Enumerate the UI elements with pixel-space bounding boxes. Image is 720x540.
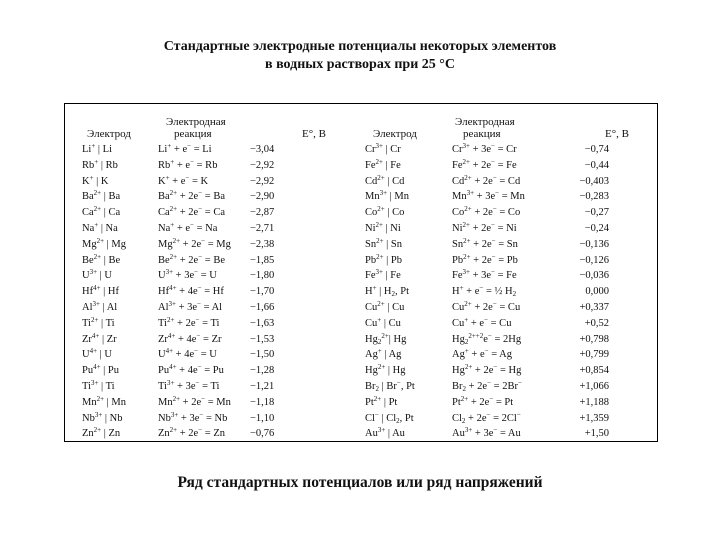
reaction-left-cell: Li+ + e− = Li bbox=[158, 142, 212, 155]
reaction-left-cell: $Ba^{2+} + 2e^- = Ba$ bbox=[158, 189, 226, 203]
potential-right-cell: −0,036 bbox=[579, 270, 609, 282]
table-row bbox=[65, 347, 657, 363]
header-potential-right-label: E°, B bbox=[605, 128, 629, 140]
reaction-right-cell: $Ni^{2+} + 2e^- = Ni$ bbox=[452, 220, 517, 234]
electrode-left-cell: $Al^{3+}$ | Al bbox=[82, 299, 118, 313]
page-title bbox=[0, 38, 720, 74]
electrode-left-cell: Na+ | Na bbox=[82, 220, 118, 234]
reaction-right-cell: $Hg^{2+} + 2e^- = Hg$ bbox=[452, 363, 522, 377]
potential-left-cell: −1,85 bbox=[250, 254, 275, 266]
potential-right-cell: +1,188 bbox=[579, 396, 609, 408]
electrode-right-cell: $Mn^{3+}$ | Mn bbox=[365, 189, 409, 203]
electrode-left-cell: $Ba^{2+}$ | Ba bbox=[82, 189, 121, 203]
electrode-left-cell: Rb+ | Rb bbox=[82, 157, 118, 171]
potential-left-cell: −2,71 bbox=[250, 222, 275, 234]
electrode-left-cell: $Mn^{2+}$ | Mn bbox=[82, 394, 126, 408]
potential-left-cell: −1,21 bbox=[250, 380, 275, 392]
reaction-right-cell: $Cd^{2+} + 2e^- = Cd$ bbox=[452, 173, 521, 187]
potential-left-cell: −2,92 bbox=[250, 159, 275, 171]
reaction-right-cell: $Fe^{2+} + 2e^- = Fe$ bbox=[452, 157, 517, 171]
header-electrode-right-label: Электрод bbox=[373, 128, 417, 140]
electrode-left-cell: Li+ | Li bbox=[82, 142, 112, 155]
electrode-right-cell: Cl− | $Cl_2$, Pt bbox=[365, 410, 414, 425]
reaction-left-cell: $U^{3+} + 3e^- = U$ bbox=[158, 268, 217, 282]
electrode-left-cell: $Be^{2+}$ | Be bbox=[82, 252, 121, 266]
electrode-right-cell: Cu+ | Cu bbox=[365, 315, 401, 329]
table-row bbox=[65, 221, 657, 237]
potential-left-cell: −3,04 bbox=[250, 144, 275, 155]
potentials-table bbox=[64, 103, 658, 442]
reaction-left-cell: $Zn^{2+} + 2e^- = Zn$ bbox=[158, 426, 226, 440]
reaction-right-cell: $Pb^{2+} + 2e^- = Pb$ bbox=[452, 252, 518, 266]
table-row bbox=[65, 205, 657, 221]
electrode-right-cell: $Ni^{2+}$ | Ni bbox=[365, 220, 401, 234]
electrode-right-cell: $Hg_2^{2+}|$ Hg bbox=[365, 331, 407, 346]
reaction-right-cell: $Cu^{2+} + 2e^- = Cu$ bbox=[452, 299, 521, 313]
potential-right-cell: +1,50 bbox=[584, 428, 609, 440]
electrode-right-cell: $Hg^{2+}$ | Hg bbox=[365, 363, 406, 377]
footer-caption: Ряд стандартных потенциалов или ряд напряжений bbox=[177, 474, 543, 491]
electrode-left-cell: K+ | K bbox=[82, 173, 109, 187]
potential-left-cell: −1,63 bbox=[250, 317, 275, 329]
potential-right-cell: 0,000 bbox=[585, 286, 609, 298]
electrode-left-cell: $Zn^{2+}$ | Zn bbox=[82, 426, 121, 440]
header-electrode-right bbox=[351, 104, 449, 142]
potential-left-cell: −2,38 bbox=[250, 238, 275, 250]
electrode-left-cell: $Ti^{3+}$ | Ti bbox=[82, 378, 115, 392]
table-row bbox=[65, 174, 657, 190]
reaction-left-cell: K+ + e− = K bbox=[158, 173, 209, 187]
potential-left-cell: −2,92 bbox=[250, 175, 275, 187]
reaction-right-cell: $Mn^{3+} + 3e^- = Mn$ bbox=[452, 189, 525, 203]
potential-left-cell: −2,87 bbox=[250, 207, 275, 219]
reaction-left-cell: $Be^{2+} + 2e^- = Be$ bbox=[158, 252, 226, 266]
electrode-left-cell: $Nb^{3+}$ | Nb bbox=[82, 410, 123, 424]
potential-right-cell: +0,799 bbox=[579, 349, 609, 361]
electrode-left-cell: $Ca^{2+}$ | Ca bbox=[82, 205, 121, 219]
header-reaction-right-line2: реакция bbox=[463, 128, 501, 140]
table-row bbox=[65, 268, 657, 284]
potential-left-cell: −1,50 bbox=[250, 349, 275, 361]
reaction-left-cell: $Mn^{2+} + 2e^- = Mn$ bbox=[158, 394, 231, 408]
electrode-right-cell: $Sn^{2+}$ | Sn bbox=[365, 236, 402, 250]
potential-left-cell: −1,53 bbox=[250, 333, 275, 345]
electrode-right-cell: Ag+ | Ag bbox=[365, 347, 402, 361]
table-row bbox=[65, 363, 657, 379]
table-row bbox=[65, 142, 657, 158]
electrode-left-cell: $Mg^{2+}$ | Mg bbox=[82, 236, 126, 250]
table-row bbox=[65, 426, 657, 442]
header-electrode-left-label: Электрод bbox=[87, 128, 131, 140]
reaction-left-cell: $Zr^{4+} + 4e^- = Zr$ bbox=[158, 331, 222, 345]
electrode-right-cell: $Au^{3+}$ | Au bbox=[365, 426, 405, 440]
electrode-left-cell: $Hf^{4+}$ | Hf bbox=[82, 284, 119, 298]
reaction-left-cell: $Ti^{2+} + 2e^- = Ti$ bbox=[158, 315, 220, 329]
reaction-right-cell: Cu+ + e− = Cu bbox=[452, 315, 512, 329]
electrode-right-cell: $Co^{2+}$ | Co bbox=[365, 205, 405, 219]
header-potential-left-label: E°, B bbox=[302, 128, 326, 140]
electrode-left-cell: $U^{4+}$ | U bbox=[82, 347, 112, 361]
table-row bbox=[65, 300, 657, 316]
potential-right-cell: −0,283 bbox=[579, 191, 609, 203]
electrode-left-cell: $Ti^{2+}$ | Ti bbox=[82, 315, 115, 329]
electrode-right-cell: $Pt^{2+}$ | Pt bbox=[365, 394, 398, 408]
reaction-right-cell: $Cl_2 + 2e^- = 2Cl^-$ bbox=[452, 410, 521, 425]
reaction-left-cell: $Pu^{4+} + 4e^- = Pu$ bbox=[158, 363, 224, 377]
electrode-right-cell: $Cd^{2+}$ | Cd bbox=[365, 173, 405, 187]
potential-right-cell: −0,136 bbox=[579, 238, 609, 250]
potentials-table-grid bbox=[65, 104, 657, 442]
reaction-left-cell: $U^{4+} + 4e^- = U$ bbox=[158, 347, 217, 361]
potential-left-cell: −1,70 bbox=[250, 286, 275, 298]
reaction-left-cell: $Al^{3+} + 3e^- = Al$ bbox=[158, 299, 223, 313]
reaction-right-cell: $Br_2 + 2e^- = 2Br^-$ bbox=[452, 378, 522, 393]
table-row bbox=[65, 189, 657, 205]
reaction-right-cell: H+ + e− = ½ $H_2$ bbox=[452, 284, 517, 299]
potential-right-cell: +0,798 bbox=[579, 333, 609, 345]
table-row bbox=[65, 395, 657, 411]
header-potential-left bbox=[247, 104, 351, 142]
reaction-left-cell: Rb+ + e− = Rb bbox=[158, 157, 218, 171]
potential-right-cell: +0,52 bbox=[584, 317, 609, 329]
header-reaction-left-line2: реакция bbox=[174, 128, 212, 140]
electrode-right-cell: $Cr^{3+}$ | Cr bbox=[365, 142, 401, 155]
reaction-left-cell: Na+ + e− = Na bbox=[158, 220, 218, 234]
electrode-left-cell: $Zr^{4+}$ | Zr bbox=[82, 331, 117, 345]
reaction-right-cell: $Cr^{3+} + 3e^- = Cr$ bbox=[452, 142, 517, 155]
electrode-right-cell: $Cu^{2+}$ | Cu bbox=[365, 299, 405, 313]
electrode-right-cell: $Br_2$ | Br−, Pt bbox=[365, 378, 415, 393]
table-row bbox=[65, 253, 657, 269]
electrode-right-cell: H+ | $H_2$, Pt bbox=[365, 284, 409, 299]
header-reaction-right-line1: Электродная bbox=[455, 116, 515, 128]
electrode-right-cell: $Pb^{2+}$ | Pb bbox=[365, 252, 402, 266]
electrode-left-cell: $Pu^{4+}$ | Pu bbox=[82, 363, 119, 377]
reaction-right-cell: $Fe^{3+} + 3e^- = Fe$ bbox=[452, 268, 517, 282]
reaction-right-cell: $Pt^{2+} + 2e^- = Pt$ bbox=[452, 394, 514, 408]
potential-right-cell: −0,74 bbox=[584, 144, 609, 155]
table-row bbox=[65, 316, 657, 332]
potential-right-cell: +0,854 bbox=[579, 365, 609, 377]
electrode-left-cell: $U^{3+}$ | U bbox=[82, 268, 112, 282]
electrode-right-cell: $Fe^{2+}$ | Fe bbox=[365, 157, 401, 171]
table-row bbox=[65, 158, 657, 174]
title-line-2: в водных растворах при 25 °С bbox=[265, 57, 455, 72]
potential-right-cell: −0,24 bbox=[584, 222, 609, 234]
reaction-right-cell: $Sn^{2+} + 2e^- = Sn$ bbox=[452, 236, 518, 250]
potential-left-cell: −0,76 bbox=[250, 428, 275, 440]
reaction-right-cell: $Co^{2+} + 2e^- = Co$ bbox=[452, 205, 521, 219]
title-line-1: Стандартные электродные потенциалы некоторых элементов bbox=[163, 39, 557, 54]
potential-right-cell: −0,126 bbox=[579, 254, 609, 266]
header-potential-right bbox=[559, 104, 657, 142]
header-electrode-left bbox=[65, 104, 154, 142]
reaction-right-cell: $Au^{3+} + 3e^- = Au$ bbox=[452, 426, 521, 440]
table-row bbox=[65, 332, 657, 348]
potential-right-cell: +1,066 bbox=[579, 380, 609, 392]
table-row bbox=[65, 411, 657, 427]
reaction-right-cell: Ag+ + e− = Ag bbox=[452, 347, 513, 361]
reaction-left-cell: $Ti^{3+} + 3e^- = Ti$ bbox=[158, 378, 220, 392]
potential-left-cell: −1,28 bbox=[250, 365, 275, 377]
potential-right-cell: −0,27 bbox=[584, 207, 609, 219]
potential-right-cell: +0,337 bbox=[579, 301, 609, 313]
potential-left-cell: −1,80 bbox=[250, 270, 275, 282]
table-row bbox=[65, 379, 657, 395]
table-row bbox=[65, 237, 657, 253]
reaction-right-cell: $Hg_2^{2++2}e^- = 2Hg$ bbox=[452, 331, 522, 346]
potential-right-cell: −0,44 bbox=[584, 159, 609, 171]
potential-left-cell: −1,10 bbox=[250, 412, 275, 424]
header-reaction-right bbox=[449, 104, 559, 142]
reaction-left-cell: $Mg^{2+} + 2e^- = Mg$ bbox=[158, 236, 231, 250]
potential-right-cell: −0,403 bbox=[579, 175, 609, 187]
electrode-right-cell: $Fe^{3+}$ | Fe bbox=[365, 268, 401, 282]
reaction-left-cell: $Nb^{3+} + 3e^- = Nb$ bbox=[158, 410, 228, 424]
potential-left-cell: −1,66 bbox=[250, 301, 275, 313]
table-row bbox=[65, 284, 657, 300]
potential-left-cell: −1,18 bbox=[250, 396, 275, 408]
reaction-left-cell: $Ca^{2+} + 2e^- = Ca$ bbox=[158, 205, 226, 219]
header-reaction-left-line1: Электродная bbox=[166, 116, 226, 128]
potential-right-cell: +1,359 bbox=[579, 412, 609, 424]
potential-left-cell: −2,90 bbox=[250, 191, 275, 203]
reaction-left-cell: $Hf^{4+} + 4e^- = Hf$ bbox=[158, 284, 224, 298]
header-reaction-left bbox=[154, 104, 247, 142]
table-header-row bbox=[65, 104, 657, 142]
